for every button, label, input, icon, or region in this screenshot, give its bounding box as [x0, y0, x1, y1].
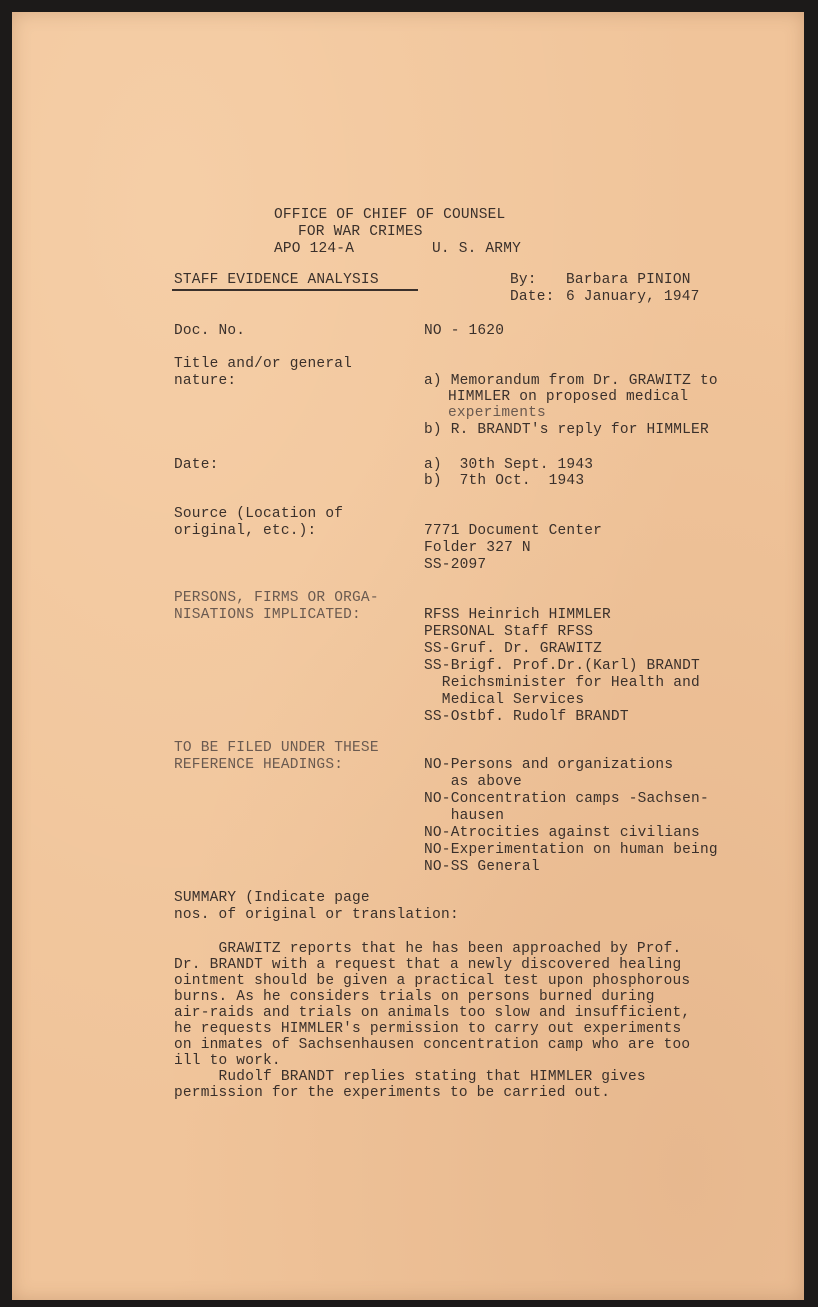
- header-apo: APO 124-A: [274, 241, 355, 257]
- by-value: Barbara PINION: [566, 272, 691, 288]
- person-item: SS-Ostbf. Rudolf BRANDT: [424, 709, 629, 725]
- person-item: PERSONAL Staff RFSS: [424, 624, 594, 640]
- header-army: U. S. ARMY: [432, 241, 522, 257]
- doc-no-label: Doc. No.: [174, 323, 246, 339]
- summary-line: ointment should be given a practical test upon phosphorous: [174, 973, 691, 989]
- summary-line: on inmates of Sachsenhausen concentration camp who are too: [174, 1037, 691, 1053]
- source-label-2: original, etc.):: [174, 523, 317, 539]
- heading-item: NO-Atrocities against civilians: [424, 825, 700, 841]
- person-item: Reichsminister for Health and: [424, 675, 700, 691]
- summary-line: burns. As he considers trials on persons burned during: [174, 989, 655, 1005]
- source-label-1: Source (Location of: [174, 506, 344, 522]
- summary-label-2: nos. of original or translation:: [174, 907, 459, 923]
- title-value-1: a) Memorandum from Dr. GRAWITZ to: [424, 373, 718, 389]
- analysis-date-label: Date:: [510, 289, 555, 305]
- heading-item: NO-Concentration camps -Sachsen-: [424, 791, 709, 807]
- document-sheet: [12, 12, 804, 1300]
- summary-label-1: SUMMARY (Indicate page: [174, 890, 370, 906]
- date-value-2: b) 7th Oct. 1943: [424, 473, 585, 489]
- heading-item: NO-SS General: [424, 859, 540, 875]
- summary-line: permission for the experiments to be carried out.: [174, 1085, 611, 1101]
- summary-line: he requests HIMMLER's permission to carry out experiments: [174, 1021, 682, 1037]
- heading-item: hausen: [424, 808, 505, 824]
- by-label: By:: [510, 272, 537, 288]
- person-item: RFSS Heinrich HIMMLER: [424, 607, 611, 623]
- persons-label-2: NISATIONS IMPLICATED:: [174, 607, 361, 623]
- date-value-1: a) 30th Sept. 1943: [424, 457, 594, 473]
- source-value-2: Folder 327 N: [424, 540, 531, 556]
- summary-line: ill to work.: [174, 1053, 281, 1069]
- heading-item: as above: [424, 774, 522, 790]
- headings-label-2: REFERENCE HEADINGS:: [174, 757, 344, 773]
- analysis-title-underline: [172, 289, 418, 291]
- title-label-2: nature:: [174, 373, 237, 389]
- person-item: SS-Brigf. Prof.Dr.(Karl) BRANDT: [424, 658, 700, 674]
- title-value-4: b) R. BRANDT's reply for HIMMLER: [424, 422, 709, 438]
- source-value-1: 7771 Document Center: [424, 523, 603, 539]
- source-value-3: SS-2097: [424, 557, 487, 573]
- person-item: SS-Gruf. Dr. GRAWITZ: [424, 641, 603, 657]
- header-office: OFFICE OF CHIEF OF COUNSEL: [274, 207, 506, 223]
- persons-label-1: PERSONS, FIRMS OR ORGA-: [174, 590, 379, 606]
- doc-no-value: NO - 1620: [424, 323, 505, 339]
- analysis-title: STAFF EVIDENCE ANALYSIS: [174, 272, 379, 288]
- title-value-3: experiments: [448, 405, 546, 421]
- date-label: Date:: [174, 457, 219, 473]
- person-item: Medical Services: [424, 692, 585, 708]
- summary-line: air-raids and trials on animals too slow and insufficient,: [174, 1005, 691, 1021]
- heading-item: NO-Persons and organizations: [424, 757, 674, 773]
- summary-line: Rudolf BRANDT replies stating that HIMMLER gives: [174, 1069, 646, 1085]
- summary-line: GRAWITZ reports that he has been approached by Prof.: [174, 941, 682, 957]
- summary-line: Dr. BRANDT with a request that a newly discovered healing: [174, 957, 682, 973]
- header-war-crimes: FOR WAR CRIMES: [298, 224, 423, 240]
- title-label-1: Title and/or general: [174, 356, 353, 372]
- title-value-2: HIMMLER on proposed medical: [448, 389, 689, 405]
- analysis-date-value: 6 January, 1947: [566, 289, 700, 305]
- heading-item: NO-Experimentation on human being: [424, 842, 718, 858]
- headings-label-1: TO BE FILED UNDER THESE: [174, 740, 379, 756]
